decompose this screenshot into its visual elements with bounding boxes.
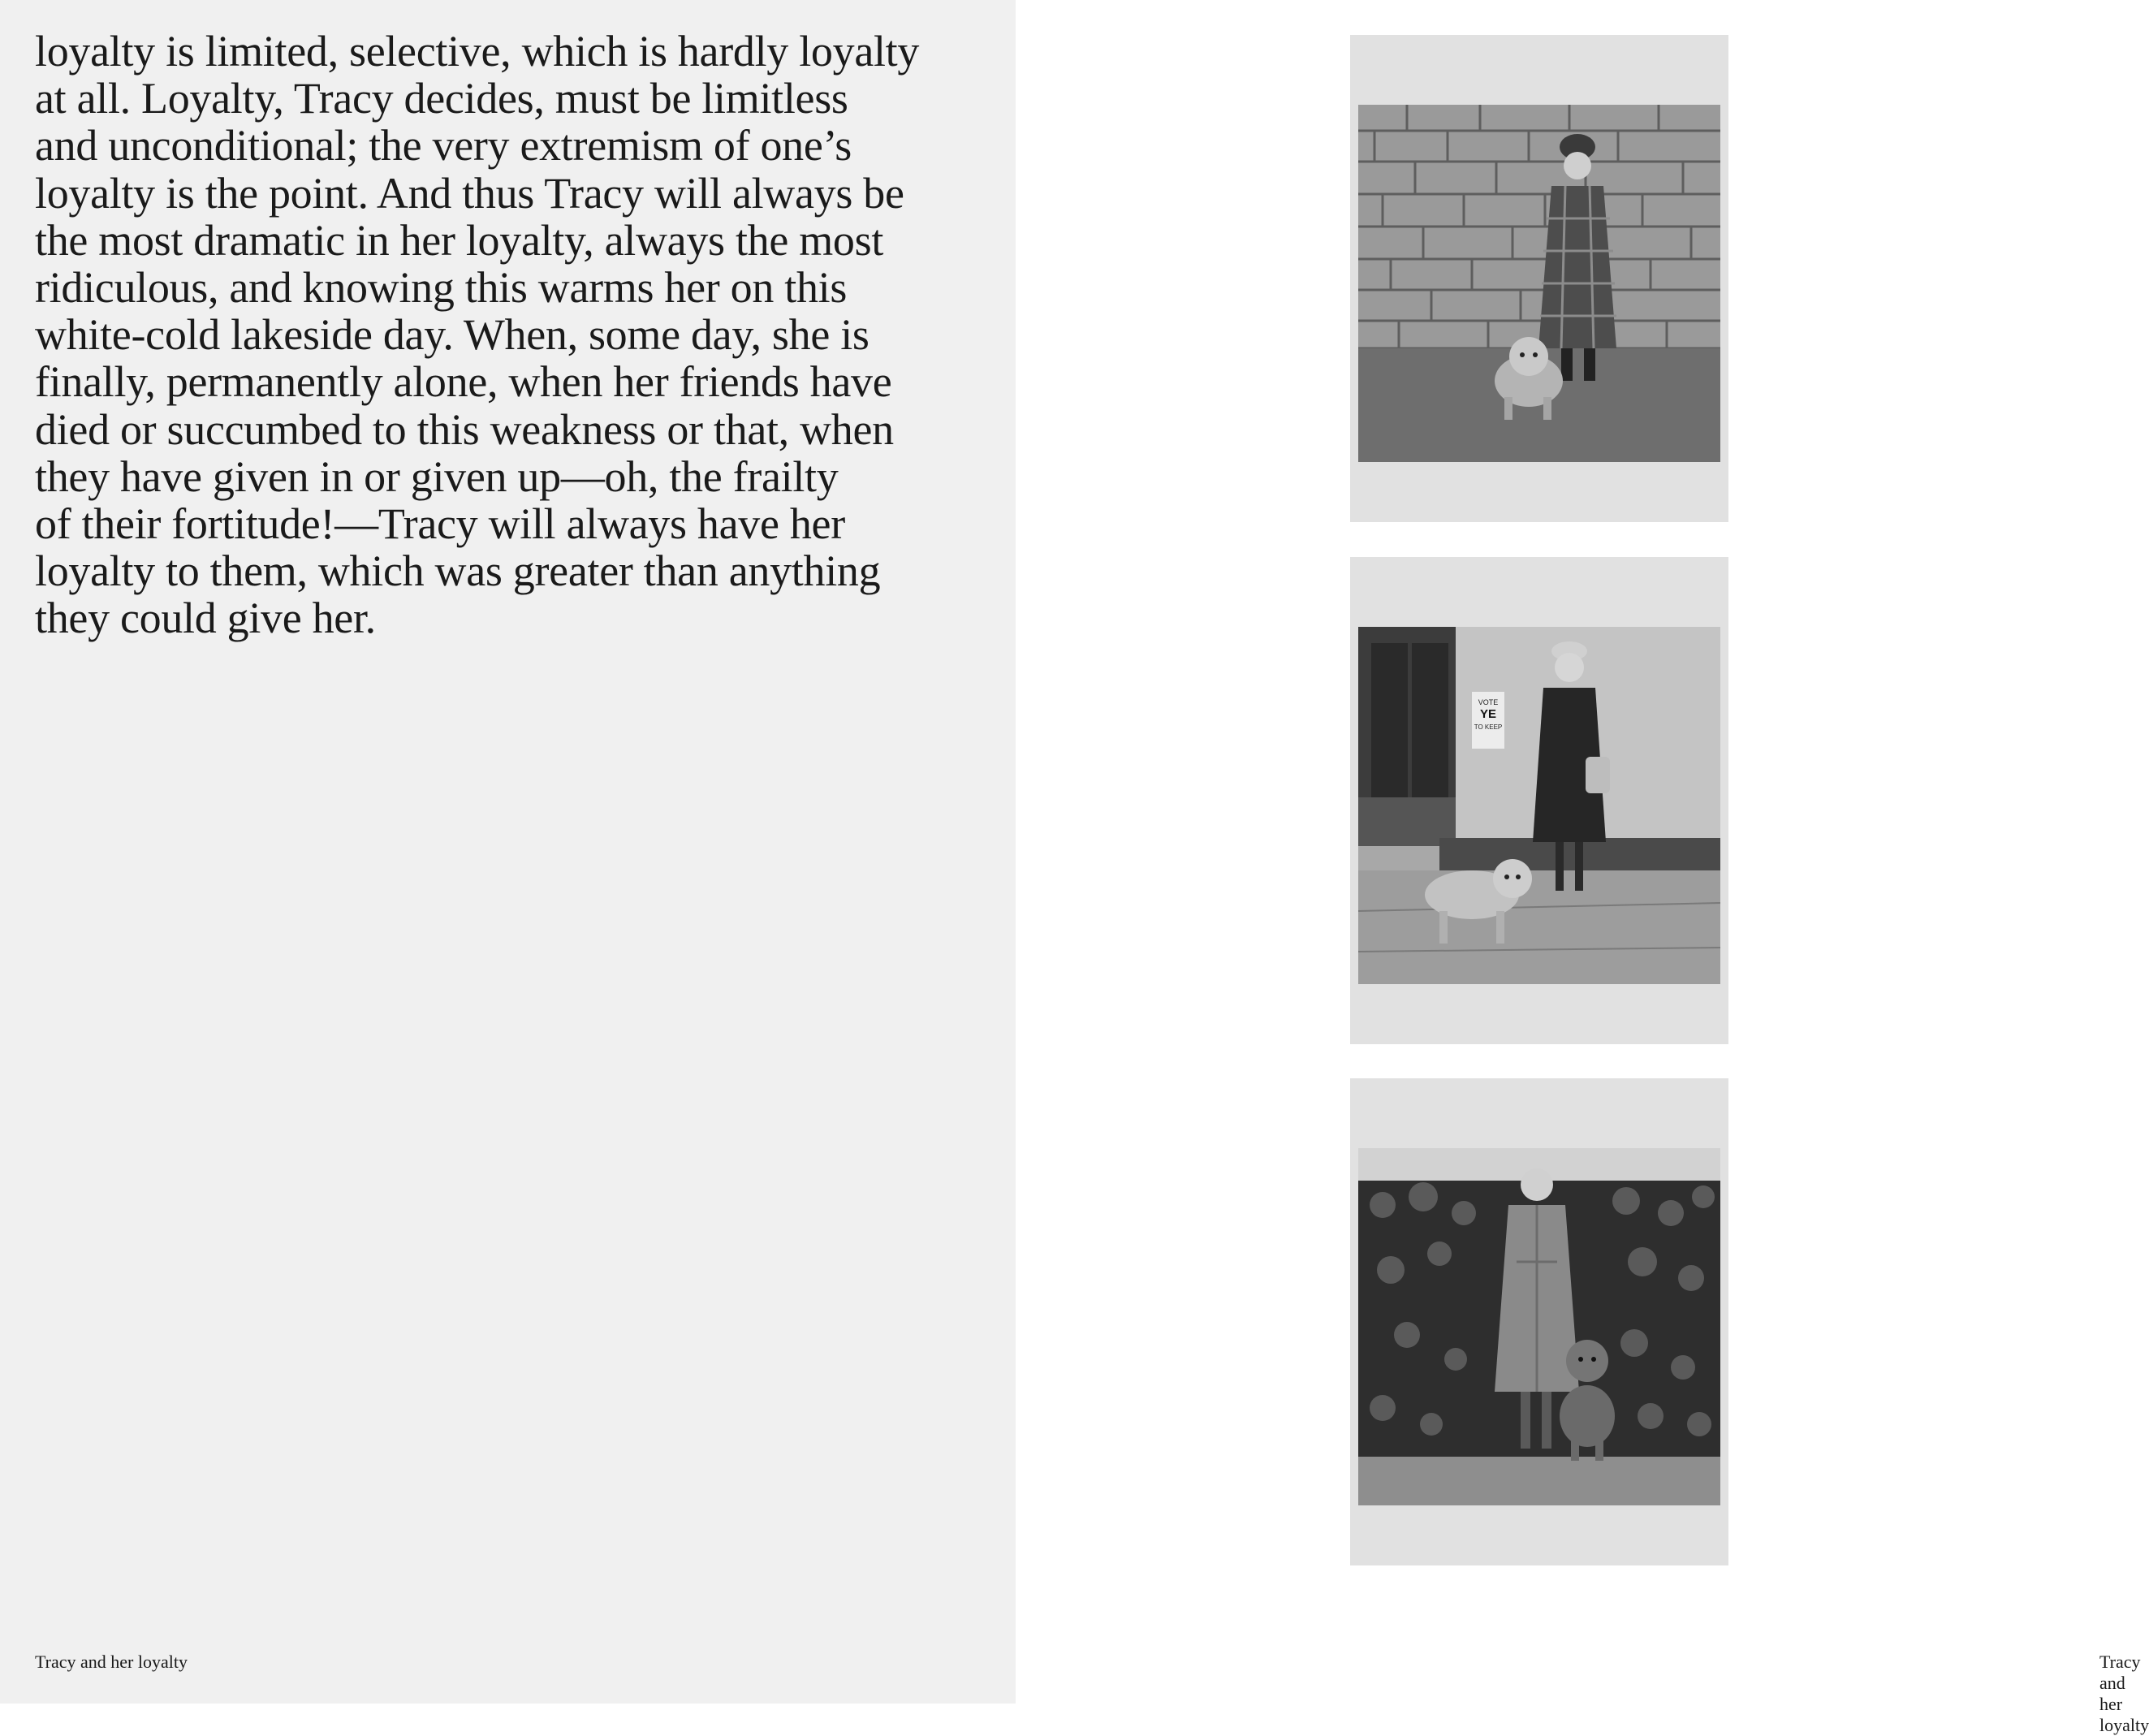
text-line: died or succumbed to this weakness or that, when — [35, 404, 894, 454]
text-line: they could give her. — [35, 594, 376, 643]
poster-text: VOTE — [1478, 698, 1499, 706]
body-text — [35, 28, 993, 642]
left-page — [0, 0, 1016, 1704]
text-line: of their fortitude!—Tracy will always have her — [35, 499, 845, 549]
right-page-folio: Tracy and her loyalty — [2099, 1652, 2149, 1735]
photo-mat-3 — [1350, 1078, 1728, 1565]
poster-text: YE — [1479, 707, 1497, 721]
text-line: ridiculous, and knowing this warms her on this — [35, 263, 848, 313]
photo-mat-2 — [1350, 557, 1728, 1044]
poster-text: TO KEEP — [1474, 723, 1503, 731]
text-line: finally, permanently alone, when her friends have — [35, 357, 892, 407]
photo-mat-1 — [1350, 35, 1728, 522]
text-line: loyalty to them, which was greater than anything — [35, 546, 881, 596]
photo-woman-dark-coat-dog — [1358, 627, 1720, 984]
text-line: loyalty is the point. And thus Tracy will always be — [35, 168, 904, 218]
photo-woman-light-coat-dog — [1358, 1148, 1720, 1505]
text-line: they have given in or given up—oh, the frailty — [35, 451, 839, 501]
left-page-folio: Tracy and her loyalty — [35, 1652, 188, 1672]
text-line: and unconditional; the very extremism of one’s — [35, 121, 852, 171]
text-line: loyalty is limited, selective, which is hardly loyalty — [35, 27, 920, 76]
text-line: the most dramatic in her loyalty, always the most — [35, 215, 884, 265]
text-line: white-cold lakeside day. When, some day, she is — [35, 310, 870, 360]
photo-woman-plaid-coat-dog — [1358, 105, 1720, 462]
text-line: at all. Loyalty, Tracy decides, must be limitless — [35, 74, 848, 123]
